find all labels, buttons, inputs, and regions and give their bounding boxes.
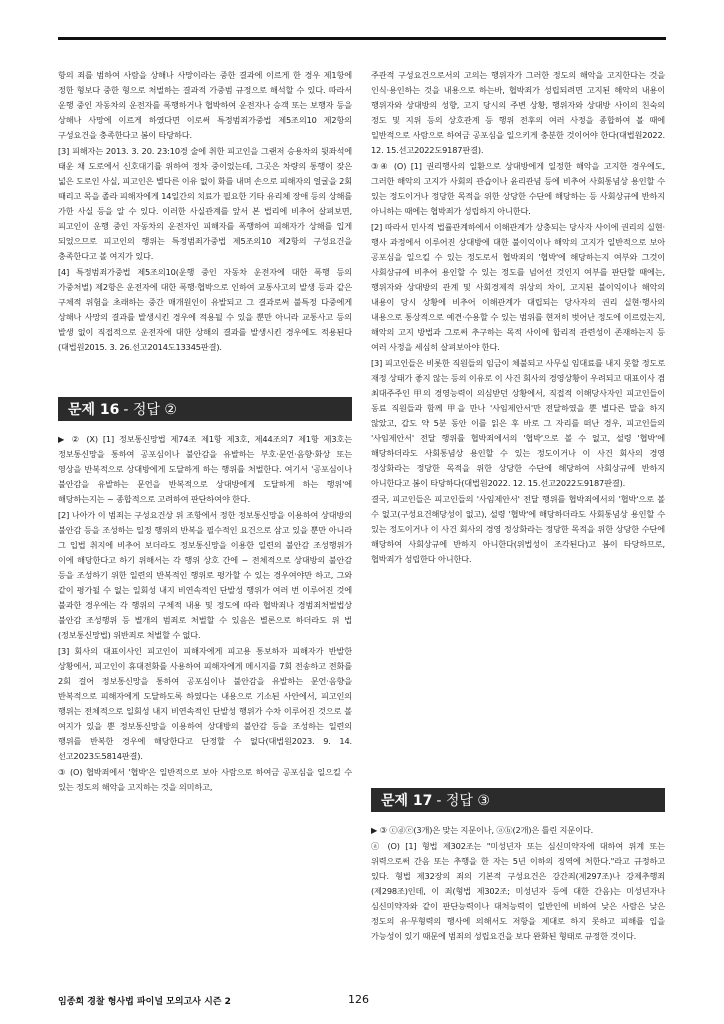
left-column-lower — [58, 432, 352, 795]
page-footer — [58, 994, 666, 1012]
right-paragraph-6: ▶ ③ ⓒⓓⓔ(3개)은 맞는 지문이나, ⓐⓑ(2개)은 틀린 지문이다. — [371, 825, 594, 835]
right-paragraph-5: 결국, 피고인들은 피고인들의 '사임제안서' 전달 행위를 협박죄에서의 '협박'으로 볼 수 없고(구성요건해당성이 없고), 설령 '협박'에 해당하더라도 사회통념상 용인할 수 있는 정도이거나 이 사건 회사의 경영 정상화라는 정당한 목적을 위한 상당한 수단에 해당하여 사회상규에 반하지 아니한다(위법성이 조각된다)고 봄이 타당하므로, 협박죄가 성립한다 아니한다. — [371, 494, 665, 564]
left-paragraph-3: [4] 특정범죄가중법 제5조의10(운행 중인 자동차 운전자에 대한 폭행 등의 가중처벌) 제2항은 운전자에 대한 폭행·협박으로 인하여 교통사고의 발생 등과 같은 구체적 위험을 초래하는 중간 매개원인이 유발되고 그 결과로써 불특정 다중에게 상해나 사망의 결과를 발생시킨 경우에 적용될 수 있을 뿐만 아니라 교통사고 등의 발생 없이 직접적으로 운전자에 대한 상해의 결과를 발생시킨 경우에도 적용된다(대법원2015. 3. 26.선고2014도13345판결). — [58, 267, 352, 352]
question-17-header — [371, 788, 665, 812]
question-17-title: 문제 17 — [381, 793, 433, 809]
footer-book-title: 임종희 경찰 형사법 파이널 모의고사 시즌 2 — [58, 997, 231, 1007]
right-paragraph-7: ⓐ (O) [1] 형법 제302조는 "미성년자 또는 심신미약자에 대하여 위계 또는 위력으로써 간음 또는 추행을 한 자는 5년 이하의 징역에 처한다."라고 규정하고 있다. 형법 제32장의 죄의 기본적 구성요건은 강간죄(제297조)나 강제추행죄(제298조)인데, 이 죄(형법 제302조; 미성년자 등에 대한 간음)는 미성년자나 심신미약자와 같이 판단능력이나 대처능력이 일반인에 비하여 낮은 사람은 낮은 정도의 유·무형력의 행사에 의해서도 저항을 제대로 하지 못하고 피해를 입을 가능성이 있기 때문에 범죄의 성립요건을 보다 완화된 형태로 규정한 것이다. — [371, 841, 665, 941]
question-16-answer: - 정답 ② — [123, 402, 177, 418]
top-rule — [58, 37, 666, 40]
left-paragraph-4: ▶ ② (X) [1] 정보통신망법 제74조 제1항 제3호, 제44조의7 제1항 제3호는 정보통신망을 통하여 공포심이나 불안감을 유발하는 부호·문언·음향·화상 또는 영상을 반복적으로 상대방에게 도달하게 하는 행위를 처벌한다. 여기서 '공포심이나 불안감을 유발하는 문언을 반복적으로 상대방에게 도달하게 하는 행위'에 해당하는지는 ~ 종합적으로 고려하여 판단하여야 한다. — [58, 434, 352, 504]
left-paragraph-7: ③ (O) 협박죄에서 '협박'은 일반적으로 보아 사람으로 하여금 공포심을 일으킬 수 있는 정도의 해악을 고지하는 것을 의미하고, — [58, 767, 352, 792]
question-17-answer: - 정답 ③ — [436, 793, 490, 809]
page-number: 126 — [348, 993, 369, 1006]
right-paragraph-1: 주관적 구성요건으로서의 고의는 행위자가 그러한 정도의 해악을 고지한다는 것을 인식·용인하는 것을 내용으로 하는바, 협박죄가 성립되려면 고지된 해악의 내용이 행위자와 상대방의 성향, 고지 당시의 주변 상황, 행위자와 상대방 사이의 친숙의 정도 및 지위 등의 상호관계 등 행위 전후의 여러 사정을 종합하여 볼 때에 일반적으로 사람으로 하여금 공포심을 일으키게 충분한 것이어야 한다(대법원2022. 12. 15.선고2022도9187판결). — [371, 70, 665, 155]
right-column — [371, 68, 665, 567]
right-paragraph-4: [3] 피고인들은 비롯한 직원들의 임금이 체불되고 사무실 임대료를 내지 못할 정도로 재정 상태가 좋지 않는 등의 이유로 이 사건 회사의 경영상황이 우려되고 대표이사 겸 최대주주인 甲의 경영능력이 의심받던 상황에서, 직접적 이해당사자인 피고인들이 동료 직원들과 함께 甲을 만나 '사임제안서'만 전달하였을 뿐 별다른 말을 하지 않았고, 갑도 약 5분 동안 이를 읽은 후 바로 그 자리를 떠난 경우, 피고인들의 '사임제안서' 전달 행위를 협박죄에서의 '협박'으로 볼 수 없고, 설령 '협박'에 해당하더라도 사회통념상 용인할 수 있는 정도이거나 이 사건 회사의 경영 정상화라는 정당한 목적을 위한 상당한 수단에 해당하여 사회상규에 반하지 아니한다고 봄이 타당하다(대법원2022. 12. 15.선고2022도9187판결). — [371, 358, 665, 488]
left-paragraph-2: [3] 피해자는 2013. 3. 20. 23:10경 술에 취한 피고인을 그랜저 승용차의 뒷좌석에 태운 채 도로에서 신호대기를 위하여 정차 중이었는데, 그곳은 차량의 통행이 잦은 넓은 도로인 사실, 피고인은 별다른 이유 없이 화를 내며 손으로 피해자의 얼굴을 2회 때리고 목을 졸라 피해자에게 14일간의 치료가 필요한 기타 유리체 장애 등의 상해를 가한 사실 등을 알 수 있다. 이러한 사실관계를 앞서 본 법리에 비추어 살펴보면, 피고인이 운행 중인 자동차의 운전자인 피해자를 폭행하여 피해자가 상해를 입게 되었으므로 피고인의 행위는 특정범죄가중법 제5조의10 제2항의 구성요건을 충족한다고 볼 여지가 있다. — [58, 146, 352, 261]
right-paragraph-3: [2] 따라서 민사적 법률관계하에서 이해관계가 상충되는 당사자 사이에 권리의 실현·행사 과정에서 이루어진 상대방에 대한 불이익이나 해악의 고지가 일반적으로 보아 공포심을 일으킬 수 있는 정도로서 협박죄의 '협박'에 해당하는지 여부와 그것이 사회상규에 비추어 용인할 수 있는 정도를 넘어선 것인지 여부를 판단할 때에는, 행위자와 상대방의 관계 및 사회경제적 위상의 차이, 고지된 불이익이나 해악의 내용이 당시 상황에 비추어 이해관계가 대립되는 당사자의 권리 실현·행사의 내용으로 통상적으로 예견·수용할 수 있는 범위를 현저히 벗어난 정도에 이르렀는지, 해악의 고지 방법과 그로써 추구하는 목적 사이에 합리적 관련성이 존재하는지 등 여러 사정을 세심히 살펴보아야 한다. — [371, 222, 665, 352]
left-paragraph-5: [2] 나아가 이 범죄는 구성요건상 위 조항에서 정한 정보통신망을 이용하여 상대방의 불안감 등을 조성하는 일정 행위의 반복을 필수적인 요건으로 삼고 있을 뿐만 아니라 그 입법 취지에 비추어 보더라도 정보통신망을 이용한 일련의 불안감 조성행위가 이에 해당한다고 하기 위해서는 각 행위 상호 간에 ~ 전체적으로 상대방의 불안감 등을 조성하기 위한 일련의 반복적인 행위로 평가할 수 있는 경우여야만 하고, 그와 같이 평가될 수 없는 일회성 내지 비연속적인 단발성 행위가 여러 번 이루어진 것에 불과한 경우에는 각 행위의 구체적 내용 및 정도에 따라 협박죄나 경범죄처벌법상 불안감 조성행위 등 별개의 범죄로 처벌할 수 있음은 별론으로 하더라도 위 법(정보통신망법) 위반죄로 처벌할 수 없다. — [58, 510, 352, 640]
right-paragraph-2: ③④ (O) [1] 권리행사의 일환으로 상대방에게 일정한 해악을 고지한 경우에도, 그러한 해악의 고지가 사회의 관습이나 윤리관념 등에 비추어 사회통념상 용인할 수 있는 정도이거나 정당한 목적을 위한 상당한 수단에 해당하는 등 사회상규에 반하지 아니하는 때에는 협박죄가 성립하지 아니한다. — [371, 161, 665, 216]
left-paragraph-1: 항의 죄를 범하여 사람을 상해나 사망이라는 중한 결과에 이르게 한 경우 제1항에 정한 형보다 중한 형으로 처벌하는 결과적 가중범 규정으로 해석할 수 있다. 따라서 운행 중인 자동차의 운전자를 폭행하거나 협박하여 운전자나 승객 또는 보행자 등을 상해나 사망에 이르게 하였다면 이로써 특정범죄가중법 제5조의10 제2항의 구성요건을 충족한다고 봄이 타당하다. — [58, 70, 352, 140]
left-column — [58, 68, 352, 355]
question-16-header — [58, 397, 352, 421]
question-16-title: 문제 16 — [68, 402, 120, 418]
right-column-lower — [371, 823, 665, 944]
left-paragraph-6: [3] 회사의 대표이사인 피고인이 피해자에게 피고용 통보하자 피해자가 반발한 상황에서, 피고인이 휴대전화를 사용하여 피해자에게 메시지를 7회 전송하고 전화를 2회 걸어 정보통신망을 통하여 공포심이나 불안감을 유발하는 문언·음향을 반복적으로 피해자에게 도달하도록 하였다는 내용으로 기소된 사안에서, 피고인의 행위는 전체적으로 일회성 내지 비연속적인 단발성 행위가 수차 이루어진 것으로 볼 여지가 있을 뿐 정보통신망을 이용하여 상대방의 불안감 등을 조성하는 일련의 행위를 반복한 경우에 해당한다고 단정할 수 없다(대법원2023. 9. 14.선고2023도5814판결). — [58, 646, 352, 761]
